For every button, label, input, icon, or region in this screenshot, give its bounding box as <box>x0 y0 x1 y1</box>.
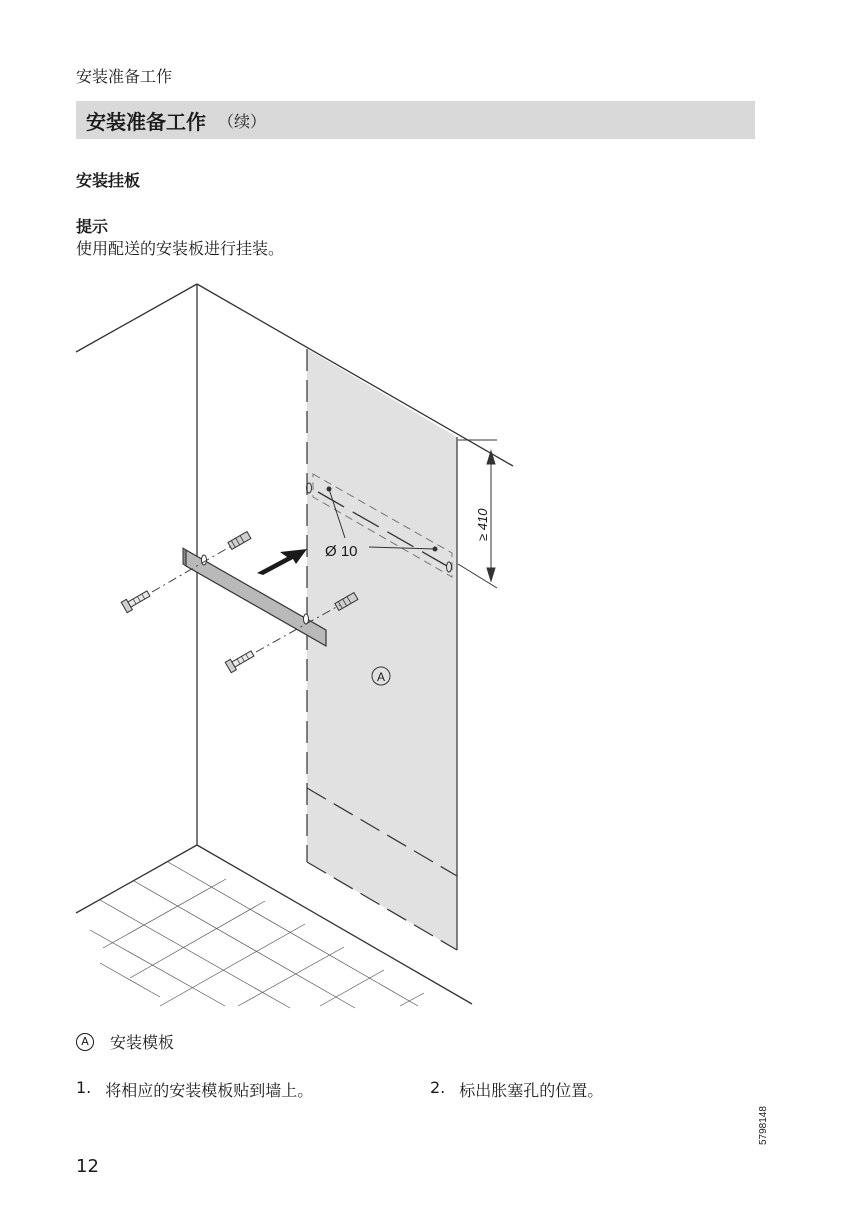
step-2 <box>430 1078 603 1101</box>
step-text: 标出胀塞孔的位置。 <box>459 1081 604 1100</box>
diameter-label: Ø 10 <box>325 543 358 560</box>
running-head: 安装准备工作 <box>76 67 173 86</box>
distance-label: ≥ 410 <box>475 508 490 541</box>
direction-arrow <box>257 549 307 575</box>
template-marker: A <box>376 670 386 684</box>
page-number: 12 <box>76 1156 99 1177</box>
screws <box>121 588 255 672</box>
installation-illustration <box>0 270 860 1010</box>
section-title-bar <box>76 101 755 139</box>
step-number: 2. <box>430 1078 446 1097</box>
legend-marker: A <box>76 1033 94 1051</box>
title-continued-label: （续） <box>218 111 267 131</box>
hanging-bracket <box>183 548 326 646</box>
step-1 <box>76 1078 313 1101</box>
legend-text: 安装模板 <box>110 1033 175 1052</box>
note-text: 使用配送的安装板进行挂装。 <box>76 239 285 258</box>
document-code: 5798148 <box>758 1106 769 1145</box>
note-label: 提示 <box>76 217 109 236</box>
page-title: 安装准备工作 <box>86 109 206 134</box>
step-text: 将相应的安装模板贴到墙上。 <box>105 1081 314 1100</box>
legend <box>76 1030 174 1053</box>
section-heading: 安装挂板 <box>76 171 141 190</box>
mounting-template <box>307 349 458 950</box>
step-number: 1. <box>76 1078 92 1097</box>
